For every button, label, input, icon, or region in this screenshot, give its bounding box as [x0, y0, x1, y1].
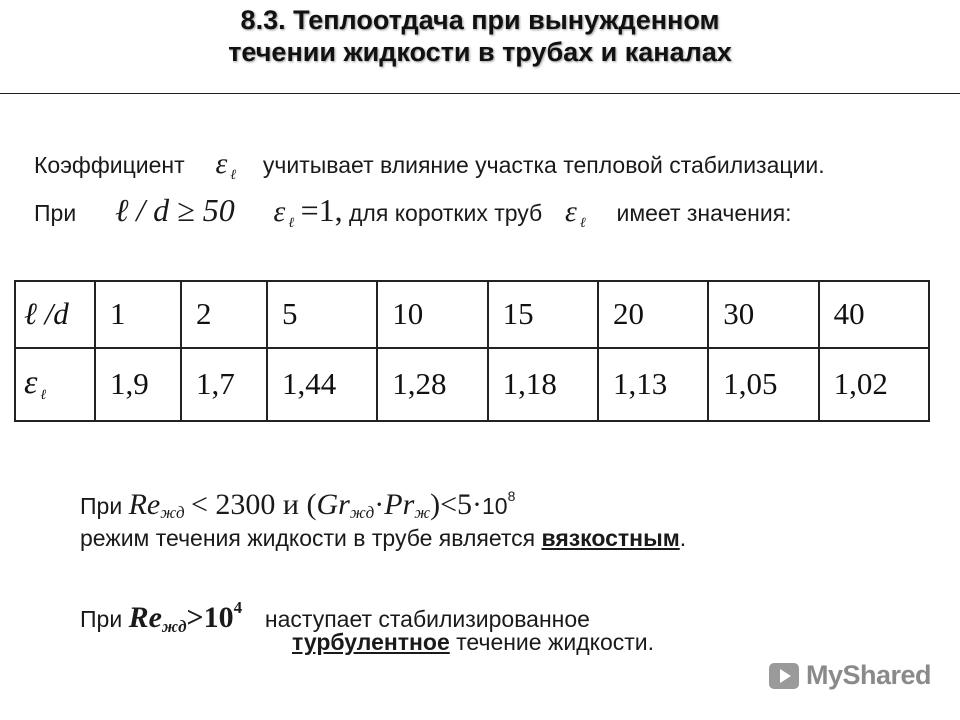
table-row-ratios — [15, 281, 929, 348]
ratio-cell: 15 — [488, 281, 598, 348]
ratio-cell: 5 — [267, 281, 377, 348]
epsilon-equals-one: =1, — [300, 192, 343, 228]
ratio-cell: 20 — [598, 281, 708, 348]
ten-exponent: 8 — [507, 488, 516, 504]
re-subscript: жд — [160, 503, 185, 522]
laminar-prefix: При — [80, 493, 123, 519]
intro-line-1-suffix: учитывает влияние участка тепловой стабилизации. — [262, 152, 825, 178]
coefficient-header-sub: ℓ — [40, 388, 47, 404]
intro-line-1 — [34, 147, 825, 190]
turbulent-description-1: наступает стабилизированное — [264, 606, 590, 632]
coefficient-header: ε — [24, 364, 38, 402]
laminar-keyword: вязкостным — [541, 525, 680, 551]
epsilon-symbol-3: ε — [565, 195, 577, 228]
turbulent-description-2: течение жидкости. — [456, 629, 655, 655]
ratio-cell: 40 — [819, 281, 929, 348]
ratio-condition: ℓ / d ≥ 50 — [114, 192, 235, 228]
title-divider — [0, 93, 960, 94]
intro-line-1-prefix: Коэффициент — [34, 152, 185, 178]
laminar-condition-line — [80, 482, 515, 527]
ratio-cell: 30 — [708, 281, 818, 348]
coefficient-cell: 1,05 — [708, 348, 818, 422]
multiply-dot: · — [374, 488, 385, 521]
table-row-coefficients — [15, 348, 929, 422]
turbulent-inequality: >10 — [186, 601, 234, 634]
coefficient-cell: 1,44 — [267, 348, 377, 422]
ratio-cell: 10 — [377, 281, 487, 348]
ratio-cell: 2 — [181, 281, 267, 348]
epsilon-table — [14, 280, 930, 422]
turbulent-description-line — [292, 628, 654, 656]
gr-subscript: жд — [349, 503, 375, 522]
re-symbol: Re — [128, 488, 161, 521]
coefficient-cell: 1,18 — [488, 348, 598, 422]
epsilon-symbol: ε — [215, 147, 228, 180]
epsilon-subscript-2: ℓ — [288, 216, 295, 231]
watermark-logo — [768, 656, 932, 696]
epsilon-symbol-2: ε — [273, 195, 286, 228]
coefficient-cell: 1,9 — [95, 348, 181, 422]
ten-base: 10 — [481, 493, 508, 519]
page-title — [0, 4, 960, 68]
turbulent-keyword: турбулентное — [292, 629, 450, 655]
pr-symbol: Pr — [384, 488, 415, 521]
laminar-description-line — [80, 524, 686, 552]
turbulent-exponent: 4 — [233, 598, 243, 617]
turbulent-prefix: При — [80, 606, 123, 632]
ratio-cell: 1 — [95, 281, 181, 348]
gr-symbol: Gr — [316, 488, 350, 521]
watermark-text: MyShared — [806, 660, 932, 690]
coefficient-header-cell — [15, 348, 95, 422]
ratio-header-cell — [15, 281, 95, 348]
epsilon-subscript-3: ℓ — [579, 216, 586, 231]
intro-line-2-mid: для коротких труб — [349, 200, 543, 226]
title-line-1: 8.3. Теплоотдача при вынужденном — [240, 5, 720, 35]
epsilon-subscript: ℓ — [230, 168, 237, 183]
coefficient-cell: 1,7 — [181, 348, 267, 422]
coefficient-cell: 1,28 — [377, 348, 487, 422]
laminar-description: режим течения жидкости в трубе является — [80, 525, 536, 551]
laminar-period: . — [679, 525, 687, 551]
ratio-header: ℓ /d — [24, 296, 69, 332]
coefficient-cell: 1,13 — [598, 348, 708, 422]
turbulent-re-symbol: Re — [128, 601, 162, 634]
turbulent-re-subscript: жд — [161, 617, 187, 636]
intro-line-2-prefix: При — [34, 200, 77, 226]
coefficient-cell: 1,02 — [819, 348, 929, 422]
intro-line-2-suffix: имеет значения: — [616, 200, 792, 226]
intro-line-2 — [34, 192, 792, 238]
title-line-2: течении жидкости в трубах и каналах — [228, 37, 732, 67]
laminar-bound: )<5· — [430, 488, 482, 521]
laminar-inequality: < 2300 и ( — [191, 488, 317, 521]
play-slides-icon — [768, 660, 802, 694]
pr-subscript: ж — [414, 503, 431, 522]
